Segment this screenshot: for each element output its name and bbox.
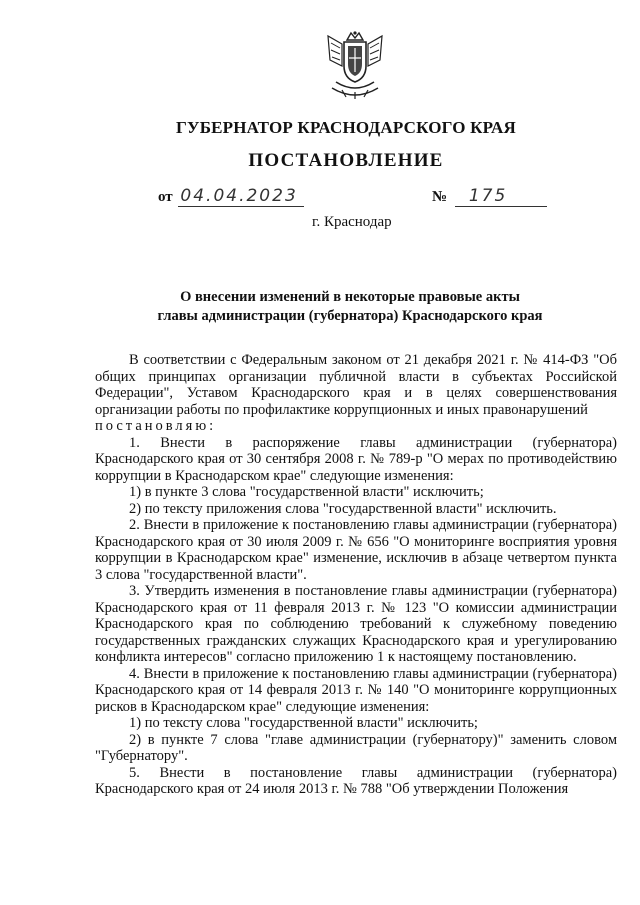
resolution-word: постановляю: — [95, 418, 217, 434]
subject-line-2: главы администрации (губернатора) Краснодарского края — [157, 308, 543, 324]
paragraph: 2. Внести в приложение к постановлению главы администрации (губернатора) Краснодарского края от 30 июля 2009 г. № 656 "О мониторинге восприятия уровня коррупции в Краснодарском крае" изменение, исключив в абзаце четвертом пункта 3 слова "государственной власти". — [95, 517, 617, 583]
document-body — [95, 352, 617, 798]
krasnodar-coat-of-arms-icon — [322, 30, 388, 102]
authority-title: ГУБЕРНАТОР КРАСНОДАРСКОГО КРАЯ — [176, 118, 516, 137]
handwritten-number: 175 — [455, 186, 547, 207]
city-label: г. Краснодар — [312, 214, 392, 230]
paragraph: 4. Внести в приложение к постановлению главы администрации (губернатора) Краснодарского края от 14 февраля 2013 г. № 140 "О мониторинге коррупционных рисков в Краснодарском крае" следующие изменения: — [95, 665, 617, 715]
paragraph: 1) по тексту слова "государственной власти" исключить; — [129, 715, 478, 731]
date-line — [158, 186, 304, 207]
document-type-title: ПОСТАНОВЛЕНИЕ — [248, 150, 444, 171]
paragraph: 2) в пункте 7 слова "главе администрации (губернатору)" заменить словом "Губернатору". — [95, 731, 617, 764]
paragraph: 3. Утвердить изменения в постановление главы администрации (губернатора) Краснодарского края от 11 февраля 2013 г. № 123 "О комиссии администрации Краснодарского края по соблюдению требований к служебному поведению государственных гражданских служащих Краснодарского края и урегулированию конфликта интересов" согласно приложению 1 к настоящему постановлению. — [95, 583, 617, 665]
paragraph: В соответствии с Федеральным законом от 21 декабря 2021 г. № 414-ФЗ "Об общих принципах организации публичной власти в субъектах Российской Федерации", Уставом Краснодарского края и в целях совершенствования организации работы по профилактике коррупционных и иных правонарушений — [95, 352, 617, 418]
paragraph: 1. Внести в распоряжение главы администрации (губернатора) Краснодарского края от 30 сентября 2008 г. № 789-р "О мерах по противодействию коррупции в Краснодарском крае" следующие изменения: — [95, 434, 617, 484]
handwritten-date: 04.04.2023 — [178, 186, 303, 207]
date-prefix: от — [158, 189, 173, 205]
number-prefix: № — [432, 189, 448, 205]
document-subject — [0, 288, 640, 326]
paragraph: 1) в пункте 3 слова "государственной власти" исключить; — [129, 484, 484, 500]
paragraph: 5. Внести в постановление главы администрации (губернатора) Краснодарского края от 24 июля 2013 г. № 788 "Об утверждении Положения — [95, 764, 617, 797]
number-line — [432, 186, 547, 207]
subject-line-1: О внесении изменений в некоторые правовые акты — [180, 289, 520, 305]
paragraph: 2) по тексту приложения слова "государственной власти" исключить. — [129, 500, 557, 517]
